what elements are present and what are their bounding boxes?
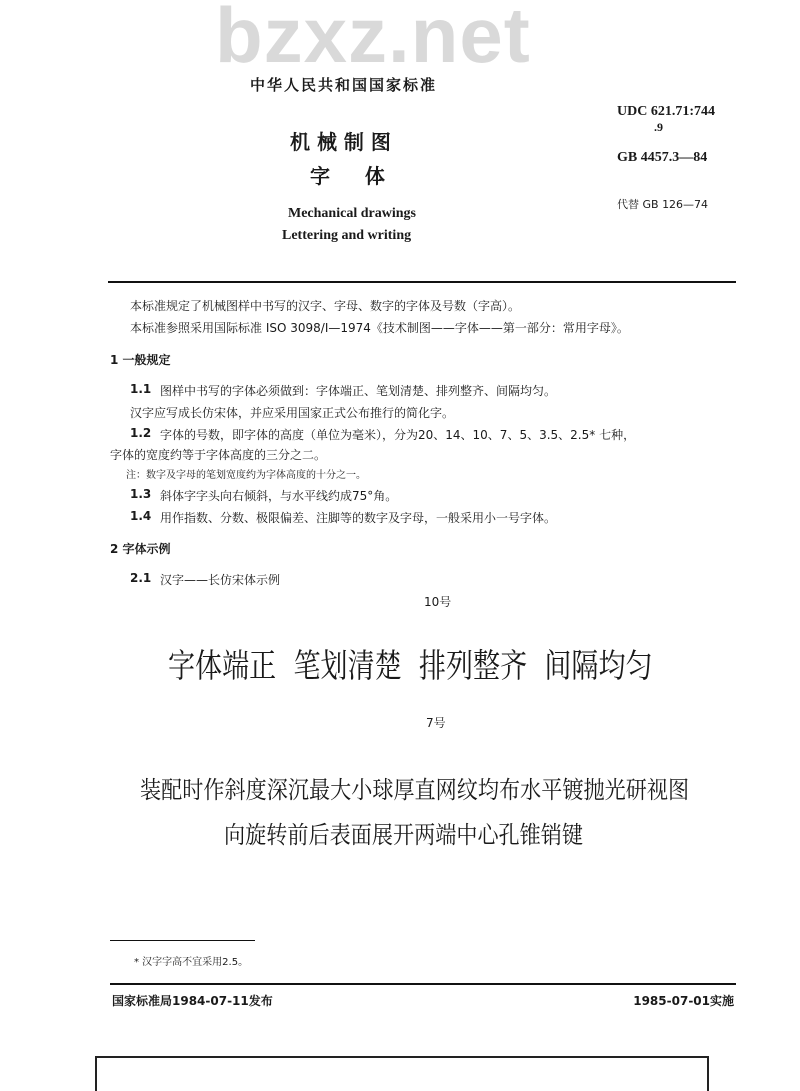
title-en-2: Lettering and writing [282, 228, 412, 243]
issuer: 中华人民共和国国家标准 [250, 76, 438, 94]
clause-1-4: 用作指数、分数、极限偏差、注脚等的数字及字母，一般采用小一号字体。 [160, 511, 557, 525]
sample-size-7-line-1: 装配时作斜度深沉最大小球厚直网纹均布水平镀抛光研视图 [140, 776, 690, 804]
clause-2-1-number: 2.1 [130, 571, 152, 585]
title-en-1: Mechanical drawings [288, 206, 416, 221]
watermark: bzxz.net [215, 0, 531, 79]
sample-size-7-line-2: 向旋转前后表面展开两端中心孔锥销键 [224, 821, 584, 849]
intro-paragraph-1: 本标准规定了机械图样中书写的汉字、字母、数字的字体及号数（字高）。 [130, 299, 521, 313]
section-2-heading: 2 字体示例 [110, 542, 171, 556]
clause-1-2-number: 1.2 [130, 426, 152, 440]
clause-1-2: 字体的号数，即字体的高度（单位为毫米），分为20、14、10、7、5、3.5、2.5* 七种， [160, 428, 636, 442]
clause-1-1: 图样中书写的字体必须做到：字体端正、笔划清楚、排列整齐、间隔均匀。 [160, 384, 557, 398]
clause-1-4-number: 1.4 [130, 509, 152, 523]
next-page-box [95, 1056, 709, 1091]
clause-1-3: 斜体字字头向右倾斜，与水平线约成75°角。 [160, 489, 398, 503]
title-cn-2: 字 体 [310, 164, 385, 188]
udc-code: UDC 621.71:744 [617, 104, 715, 119]
footer-rule [110, 983, 736, 985]
udc-code-cont: .9 [654, 120, 663, 134]
issue-date: 国家标准局1984-07-11发布 [112, 994, 273, 1008]
size-10-label: 10号 [424, 595, 452, 609]
intro-paragraph-2: 本标准参照采用国际标准 ISO 3098/I—1974《技术制图——字体——第一部分：常用字母》。 [130, 321, 629, 335]
clause-1-1-cont: 汉字应写成长仿宋体，并应采用国家正式公布推行的简化字。 [130, 406, 455, 420]
replaces-standard: 代替 GB 126—74 [617, 198, 709, 211]
effective-date: 1985-07-01实施 [633, 994, 734, 1008]
size-7-label: 7号 [426, 716, 446, 730]
title-cn-1: 机 械 制 图 [290, 130, 391, 154]
clause-1-2-cont: 字体的宽度约等于字体高度的三分之二。 [110, 448, 327, 462]
section-1-heading: 1 一般规定 [110, 353, 171, 367]
clause-1-1-number: 1.1 [130, 382, 152, 396]
header-rule [108, 281, 736, 283]
clause-2-1: 汉字——长仿宋体示例 [160, 573, 281, 587]
footnote: * 汉字字高不宜采用2.5。 [134, 957, 249, 968]
standard-number: GB 4457.3—84 [617, 150, 708, 165]
note: 注：数字及字母的笔划宽度约为字体高度的十分之一。 [126, 470, 366, 481]
footnote-rule [110, 940, 255, 941]
clause-1-3-number: 1.3 [130, 487, 152, 501]
sample-size-10: 字体端正 笔划清楚 排列整齐 间隔均匀 [168, 646, 653, 685]
